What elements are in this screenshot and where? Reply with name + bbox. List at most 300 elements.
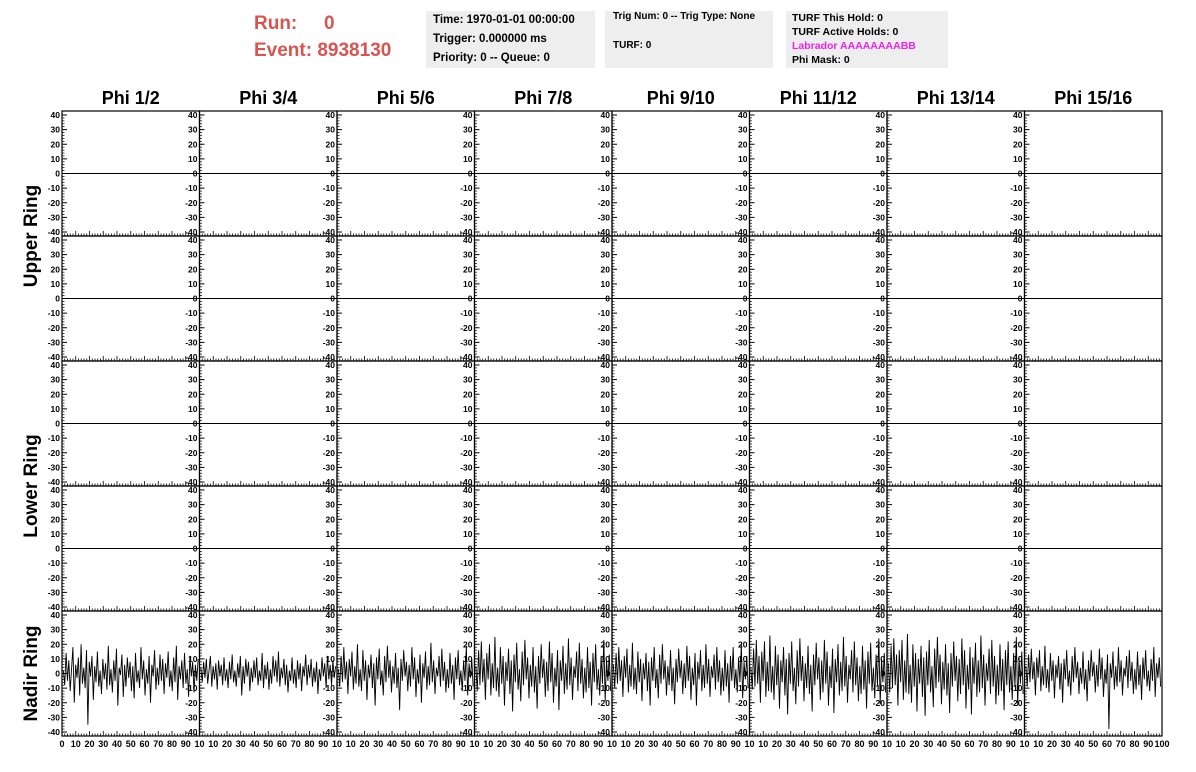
y-tick-label: 20 bbox=[738, 639, 748, 650]
y-tick-label: 40 bbox=[1013, 235, 1023, 245]
y-tick-label: 40 bbox=[188, 235, 198, 245]
x-tick-label: 20 bbox=[359, 739, 370, 749]
y-tick-label: 20 bbox=[1013, 389, 1023, 400]
x-tick-label: 20 bbox=[496, 739, 508, 749]
y-tick-label: -10 bbox=[597, 558, 610, 569]
y-tick-label: -40 bbox=[1010, 602, 1023, 612]
x-tick-label: 50 bbox=[400, 739, 411, 749]
y-tick-label: 30 bbox=[463, 374, 473, 385]
y-tick-label: -30 bbox=[597, 462, 610, 473]
y-tick-label: -30 bbox=[47, 212, 60, 223]
y-tick-label: 30 bbox=[325, 499, 335, 510]
y-tick-label: 0 bbox=[330, 168, 335, 179]
y-tick-label: 10 bbox=[463, 278, 473, 289]
y-tick-label: 20 bbox=[738, 389, 748, 400]
y-tick-label: -40 bbox=[597, 227, 610, 237]
run-label: Run: bbox=[254, 13, 298, 34]
y-tick-label: 20 bbox=[188, 389, 198, 400]
x-tick-label: 10 bbox=[483, 739, 494, 749]
x-tick-label: 10 bbox=[606, 739, 618, 749]
y-tick-label: 40 bbox=[600, 610, 610, 620]
y-tick-label: 30 bbox=[1013, 124, 1023, 135]
x-tick-label: 20 bbox=[221, 739, 233, 749]
y-tick-label: 10 bbox=[50, 403, 60, 414]
y-tick-label: -40 bbox=[185, 352, 198, 362]
y-tick-label: 0 bbox=[1017, 668, 1023, 679]
y-tick-label: 20 bbox=[50, 639, 60, 650]
y-tick-label: 0 bbox=[605, 668, 610, 679]
y-tick-label: 0 bbox=[467, 168, 473, 179]
x-tick-label: 30 bbox=[785, 739, 796, 749]
y-tick-label: 10 bbox=[1013, 403, 1023, 414]
y-tick-label: 30 bbox=[738, 374, 748, 385]
y-tick-label: -20 bbox=[47, 197, 60, 208]
y-tick-label: -20 bbox=[185, 572, 198, 583]
x-tick-label: 40 bbox=[1074, 739, 1085, 749]
y-tick-label: -30 bbox=[597, 712, 610, 723]
y-tick-label: 30 bbox=[600, 249, 610, 260]
y-tick-label: -40 bbox=[47, 727, 60, 737]
y-tick-label: 40 bbox=[325, 110, 335, 120]
y-tick-label: 40 bbox=[875, 110, 885, 120]
y-tick-label: 30 bbox=[50, 249, 60, 260]
y-tick-label: 0 bbox=[742, 293, 748, 304]
y-tick-label: 40 bbox=[325, 360, 335, 370]
event-value: 8938130 bbox=[317, 40, 392, 61]
y-tick-label: 40 bbox=[50, 610, 60, 620]
y-tick-label: 0 bbox=[467, 293, 473, 304]
y-tick-label: -40 bbox=[460, 477, 473, 487]
y-tick-label: -30 bbox=[735, 712, 748, 723]
y-tick-label: 0 bbox=[1017, 543, 1023, 554]
y-tick-label: 0 bbox=[467, 668, 473, 679]
y-tick-label: 40 bbox=[1013, 610, 1023, 620]
x-tick-label: 60 bbox=[826, 739, 838, 749]
priority-line: Priority: 0 -- Queue: 0 bbox=[433, 52, 550, 64]
y-tick-label: 0 bbox=[55, 293, 60, 304]
y-tick-label: -40 bbox=[185, 727, 198, 737]
y-tick-label: 20 bbox=[50, 389, 60, 400]
y-tick-label: -10 bbox=[185, 183, 198, 194]
y-tick-label: -20 bbox=[597, 697, 610, 708]
y-tick-label: 40 bbox=[325, 235, 335, 245]
y-tick-label: 20 bbox=[188, 264, 198, 275]
x-tick-label: 10 bbox=[758, 739, 769, 749]
y-tick-label: 10 bbox=[188, 528, 198, 539]
y-tick-label: 20 bbox=[738, 139, 748, 150]
y-tick-label: 0 bbox=[605, 293, 610, 304]
x-tick-label: 90 bbox=[730, 739, 741, 749]
y-tick-label: -10 bbox=[735, 183, 748, 194]
y-tick-label: -10 bbox=[47, 308, 60, 319]
y-tick-label: 10 bbox=[188, 153, 198, 164]
y-tick-label: 10 bbox=[738, 403, 748, 414]
y-tick-label: -40 bbox=[597, 727, 610, 737]
y-tick-label: 20 bbox=[325, 639, 335, 650]
y-tick-label: 10 bbox=[600, 278, 610, 289]
phi-mask-line: Phi Mask: 0 bbox=[792, 54, 850, 66]
y-tick-label: 20 bbox=[1013, 639, 1023, 650]
y-tick-label: 0 bbox=[330, 668, 335, 679]
y-tick-label: -30 bbox=[1010, 337, 1023, 348]
y-tick-label: -30 bbox=[460, 587, 473, 598]
x-tick-label: 30 bbox=[235, 739, 246, 749]
y-tick-label: -40 bbox=[735, 477, 748, 487]
y-tick-label: -20 bbox=[1010, 697, 1023, 708]
y-tick-label: 30 bbox=[50, 624, 60, 635]
y-tick-label: 20 bbox=[600, 264, 610, 275]
y-tick-label: -10 bbox=[185, 683, 198, 694]
event-label: Event: bbox=[254, 40, 313, 61]
column-header: Phi 5/6 bbox=[376, 88, 435, 108]
y-tick-label: -30 bbox=[322, 587, 335, 598]
x-tick-label: 30 bbox=[923, 739, 934, 749]
x-tick-label: 70 bbox=[703, 739, 714, 749]
y-tick-label: 10 bbox=[875, 153, 885, 164]
y-tick-label: 40 bbox=[600, 360, 610, 370]
y-tick-label: -40 bbox=[47, 352, 60, 362]
y-tick-label: 0 bbox=[605, 168, 610, 179]
y-tick-label: 30 bbox=[188, 124, 198, 135]
y-tick-label: 30 bbox=[875, 249, 885, 260]
y-tick-label: 30 bbox=[188, 499, 198, 510]
y-tick-label: 10 bbox=[600, 153, 610, 164]
y-tick-label: 10 bbox=[738, 528, 748, 539]
y-tick-label: 10 bbox=[738, 278, 748, 289]
y-tick-label: 40 bbox=[1013, 360, 1023, 370]
y-tick-label: 0 bbox=[742, 543, 748, 554]
row-group-label: Upper Ring bbox=[21, 184, 42, 288]
x-tick-label: 80 bbox=[304, 739, 315, 749]
y-tick-label: 20 bbox=[875, 639, 885, 650]
x-tick-label: 70 bbox=[978, 739, 989, 749]
turf-this-hold: TURF This Hold: 0 bbox=[792, 12, 883, 24]
y-tick-label: 10 bbox=[50, 653, 60, 664]
y-tick-label: 0 bbox=[330, 293, 335, 304]
waveform-trace bbox=[338, 643, 473, 710]
y-tick-label: 40 bbox=[738, 110, 748, 120]
y-tick-label: 30 bbox=[325, 624, 335, 635]
y-tick-label: 20 bbox=[463, 264, 473, 275]
y-tick-label: 40 bbox=[463, 485, 473, 495]
y-tick-label: 0 bbox=[55, 418, 60, 429]
y-tick-label: -20 bbox=[735, 197, 748, 208]
y-tick-label: -30 bbox=[185, 712, 198, 723]
y-tick-label: -40 bbox=[322, 352, 335, 362]
y-tick-label: -30 bbox=[47, 712, 60, 723]
x-tick-label: 10 bbox=[331, 739, 343, 749]
y-tick-label: -30 bbox=[460, 462, 473, 473]
y-tick-label: -40 bbox=[460, 727, 473, 737]
y-tick-label: -30 bbox=[460, 212, 473, 223]
y-tick-label: -30 bbox=[185, 212, 198, 223]
x-tick-label: 40 bbox=[661, 739, 673, 749]
y-tick-label: -30 bbox=[1010, 712, 1023, 723]
x-tick-label: 50 bbox=[1088, 739, 1099, 749]
y-tick-label: -40 bbox=[735, 227, 748, 237]
y-tick-label: 40 bbox=[325, 485, 335, 495]
y-tick-label: -10 bbox=[872, 183, 885, 194]
y-tick-label: 30 bbox=[50, 124, 60, 135]
x-tick-label: 40 bbox=[799, 739, 810, 749]
y-tick-label: -40 bbox=[47, 227, 60, 237]
y-tick-label: -10 bbox=[1010, 558, 1023, 569]
y-tick-label: 10 bbox=[325, 278, 335, 289]
y-tick-label: 30 bbox=[463, 124, 473, 135]
y-tick-label: 40 bbox=[738, 360, 748, 370]
y-tick-label: 0 bbox=[55, 543, 60, 554]
trigger-line: Trigger: 0.000000 ms bbox=[433, 33, 547, 45]
y-tick-label: 30 bbox=[50, 499, 60, 510]
y-tick-label: -30 bbox=[322, 212, 335, 223]
y-tick-label: -40 bbox=[1010, 727, 1023, 737]
y-tick-label: -10 bbox=[47, 183, 60, 194]
x-tick-label: 80 bbox=[166, 739, 178, 749]
y-tick-label: -20 bbox=[322, 572, 335, 583]
y-tick-label: 20 bbox=[188, 514, 198, 525]
column-header: Phi 9/10 bbox=[646, 88, 715, 108]
y-tick-label: -40 bbox=[735, 727, 748, 737]
y-tick-label: 30 bbox=[875, 624, 885, 635]
waveform-trace bbox=[888, 634, 1023, 716]
y-tick-label: -10 bbox=[460, 183, 473, 194]
y-tick-label: -20 bbox=[597, 197, 610, 208]
y-tick-label: -20 bbox=[47, 447, 60, 458]
trig-num-line: Trig Num: 0 -- Trig Type: None bbox=[613, 11, 756, 22]
x-tick-label: 90 bbox=[1143, 739, 1154, 749]
x-tick-label: 70 bbox=[290, 739, 301, 749]
y-tick-label: 0 bbox=[880, 543, 885, 554]
x-tick-label: 70 bbox=[565, 739, 576, 749]
y-tick-label: 30 bbox=[188, 249, 198, 260]
labrador-line: Labrador AAAAAAAABB bbox=[792, 40, 916, 52]
y-tick-label: -20 bbox=[460, 697, 473, 708]
waveform-trace bbox=[751, 635, 886, 714]
y-tick-label: -20 bbox=[1010, 322, 1023, 333]
waveform-trace bbox=[613, 643, 748, 706]
y-tick-label: 30 bbox=[738, 499, 748, 510]
x-tick-label: 20 bbox=[84, 739, 95, 749]
y-tick-label: -40 bbox=[322, 602, 335, 612]
y-tick-label: 10 bbox=[50, 278, 60, 289]
x-tick-label: 50 bbox=[813, 739, 824, 749]
y-tick-label: 30 bbox=[875, 499, 885, 510]
column-header: Phi 11/12 bbox=[779, 88, 857, 108]
y-tick-label: 10 bbox=[463, 528, 473, 539]
x-tick-label: 80 bbox=[441, 739, 453, 749]
column-header: Phi 15/16 bbox=[1054, 88, 1133, 108]
y-tick-label: 0 bbox=[880, 168, 885, 179]
y-tick-label: -10 bbox=[322, 308, 335, 319]
x-tick-label: 60 bbox=[551, 739, 563, 749]
y-tick-label: -10 bbox=[735, 433, 748, 444]
y-tick-label: 40 bbox=[738, 485, 748, 495]
y-tick-label: -20 bbox=[1010, 447, 1023, 458]
y-tick-label: -40 bbox=[872, 477, 885, 487]
y-tick-label: -30 bbox=[872, 337, 885, 348]
y-tick-label: -10 bbox=[47, 558, 60, 569]
y-tick-label: 20 bbox=[875, 514, 885, 525]
y-tick-label: -30 bbox=[735, 212, 748, 223]
y-tick-label: -20 bbox=[185, 447, 198, 458]
run-value: 0 bbox=[324, 13, 335, 34]
y-tick-label: -10 bbox=[872, 433, 885, 444]
y-tick-label: 40 bbox=[600, 110, 610, 120]
y-tick-label: 20 bbox=[1013, 514, 1023, 525]
y-tick-label: -30 bbox=[47, 587, 60, 598]
y-tick-label: 30 bbox=[600, 624, 610, 635]
y-tick-label: -20 bbox=[322, 447, 335, 458]
y-tick-label: 30 bbox=[875, 124, 885, 135]
y-tick-label: -30 bbox=[1010, 587, 1023, 598]
y-tick-label: 0 bbox=[330, 543, 335, 554]
y-tick-label: -10 bbox=[597, 433, 610, 444]
y-tick-label: 0 bbox=[467, 543, 473, 554]
x-tick-label: 80 bbox=[1129, 739, 1140, 749]
row-group-label: Nadir Ring bbox=[21, 625, 42, 722]
y-tick-label: -20 bbox=[460, 322, 473, 333]
y-tick-label: -20 bbox=[47, 322, 60, 333]
y-tick-label: 40 bbox=[463, 610, 473, 620]
y-tick-label: 10 bbox=[875, 653, 885, 664]
y-tick-label: -20 bbox=[322, 322, 335, 333]
y-tick-label: 30 bbox=[738, 124, 748, 135]
y-tick-label: 10 bbox=[188, 403, 198, 414]
y-tick-label: -40 bbox=[872, 602, 885, 612]
y-tick-label: 40 bbox=[463, 235, 473, 245]
waveform-trace bbox=[1026, 646, 1161, 729]
x-tick-label: 10 bbox=[620, 739, 631, 749]
y-tick-label: -40 bbox=[735, 602, 748, 612]
y-tick-label: 40 bbox=[738, 610, 748, 620]
y-tick-label: -10 bbox=[597, 683, 610, 694]
y-tick-label: 30 bbox=[463, 249, 473, 260]
y-tick-label: -40 bbox=[735, 352, 748, 362]
y-tick-label: 10 bbox=[875, 403, 885, 414]
y-tick-label: 40 bbox=[463, 360, 473, 370]
y-tick-label: 0 bbox=[880, 293, 885, 304]
y-tick-label: -20 bbox=[597, 447, 610, 458]
y-tick-label: 20 bbox=[463, 639, 473, 650]
x-tick-label: 10 bbox=[345, 739, 356, 749]
y-tick-label: 10 bbox=[325, 403, 335, 414]
x-tick-label: 70 bbox=[1115, 739, 1126, 749]
y-tick-label: 0 bbox=[55, 168, 60, 179]
y-tick-label: -30 bbox=[1010, 212, 1023, 223]
y-tick-label: 30 bbox=[600, 499, 610, 510]
y-tick-label: -10 bbox=[322, 558, 335, 569]
y-tick-label: 0 bbox=[330, 418, 335, 429]
y-tick-label: -10 bbox=[460, 558, 473, 569]
y-tick-label: -30 bbox=[597, 337, 610, 348]
x-tick-label: 50 bbox=[263, 739, 274, 749]
x-tick-label: 60 bbox=[414, 739, 425, 749]
y-tick-label: -10 bbox=[460, 683, 473, 694]
y-tick-label: 0 bbox=[1017, 418, 1023, 429]
y-tick-label: -30 bbox=[597, 587, 610, 598]
y-tick-label: 20 bbox=[1013, 264, 1023, 275]
y-tick-label: -20 bbox=[872, 572, 885, 583]
y-tick-label: -30 bbox=[185, 462, 198, 473]
y-tick-label: -30 bbox=[322, 462, 335, 473]
y-tick-label: 20 bbox=[463, 514, 473, 525]
x-tick-label: 70 bbox=[153, 739, 164, 749]
y-tick-label: -10 bbox=[460, 433, 473, 444]
y-tick-label: 20 bbox=[325, 139, 335, 150]
y-tick-label: 20 bbox=[600, 514, 610, 525]
x-tick-label: 60 bbox=[276, 739, 288, 749]
y-tick-label: -20 bbox=[47, 697, 60, 708]
y-tick-label: 0 bbox=[880, 418, 885, 429]
x-tick-label: 90 bbox=[593, 739, 604, 749]
y-tick-label: 0 bbox=[605, 418, 610, 429]
x-tick-label: 80 bbox=[854, 739, 865, 749]
x-tick-label: 30 bbox=[648, 739, 659, 749]
y-tick-label: 20 bbox=[50, 514, 60, 525]
y-tick-label: 20 bbox=[738, 264, 748, 275]
waveform-trace bbox=[63, 644, 198, 724]
column-header: Phi 1/2 bbox=[101, 88, 160, 108]
y-tick-label: -40 bbox=[322, 227, 335, 237]
column-header: Phi 7/8 bbox=[514, 88, 573, 108]
y-tick-label: 10 bbox=[1013, 528, 1023, 539]
y-tick-label: -40 bbox=[1010, 352, 1023, 362]
y-tick-label: -10 bbox=[1010, 433, 1023, 444]
y-tick-label: -10 bbox=[460, 308, 473, 319]
y-tick-label: 20 bbox=[325, 514, 335, 525]
y-tick-label: -20 bbox=[735, 322, 748, 333]
column-header: Phi 3/4 bbox=[239, 88, 298, 108]
y-tick-label: -40 bbox=[322, 727, 335, 737]
y-tick-label: -20 bbox=[185, 197, 198, 208]
y-tick-label: -40 bbox=[1010, 227, 1023, 237]
y-tick-label: -10 bbox=[322, 183, 335, 194]
x-tick-label: 70 bbox=[840, 739, 851, 749]
y-tick-label: -40 bbox=[47, 602, 60, 612]
y-tick-label: 40 bbox=[188, 360, 198, 370]
y-tick-label: -20 bbox=[872, 322, 885, 333]
y-tick-label: 10 bbox=[875, 528, 885, 539]
y-tick-label: -10 bbox=[185, 308, 198, 319]
x-tick-label: 50 bbox=[538, 739, 549, 749]
y-tick-label: 10 bbox=[1013, 278, 1023, 289]
x-tick-label: 10 bbox=[469, 739, 480, 749]
y-tick-label: 0 bbox=[192, 543, 198, 554]
y-tick-label: 40 bbox=[875, 485, 885, 495]
y-tick-label: -20 bbox=[1010, 197, 1023, 208]
y-tick-label: 10 bbox=[463, 653, 473, 664]
y-tick-label: -20 bbox=[872, 447, 885, 458]
x-tick-label: 30 bbox=[373, 739, 384, 749]
y-tick-label: 30 bbox=[188, 624, 198, 635]
y-tick-label: -20 bbox=[322, 697, 335, 708]
x-tick-label: 10 bbox=[1019, 739, 1030, 749]
y-tick-label: -40 bbox=[872, 227, 885, 237]
y-tick-label: 30 bbox=[325, 249, 335, 260]
y-tick-label: -20 bbox=[185, 322, 198, 333]
x-tick-label: 20 bbox=[909, 739, 920, 749]
x-tick-label: 30 bbox=[1060, 739, 1071, 749]
y-tick-label: 0 bbox=[467, 418, 473, 429]
y-tick-label: 30 bbox=[463, 499, 473, 510]
y-tick-label: -40 bbox=[872, 352, 885, 362]
x-tick-label: 70 bbox=[428, 739, 439, 749]
y-tick-label: 20 bbox=[600, 639, 610, 650]
x-tick-label: 50 bbox=[950, 739, 961, 749]
y-tick-label: 20 bbox=[600, 139, 610, 150]
y-tick-label: 0 bbox=[742, 418, 748, 429]
x-tick-label: 30 bbox=[510, 739, 521, 749]
